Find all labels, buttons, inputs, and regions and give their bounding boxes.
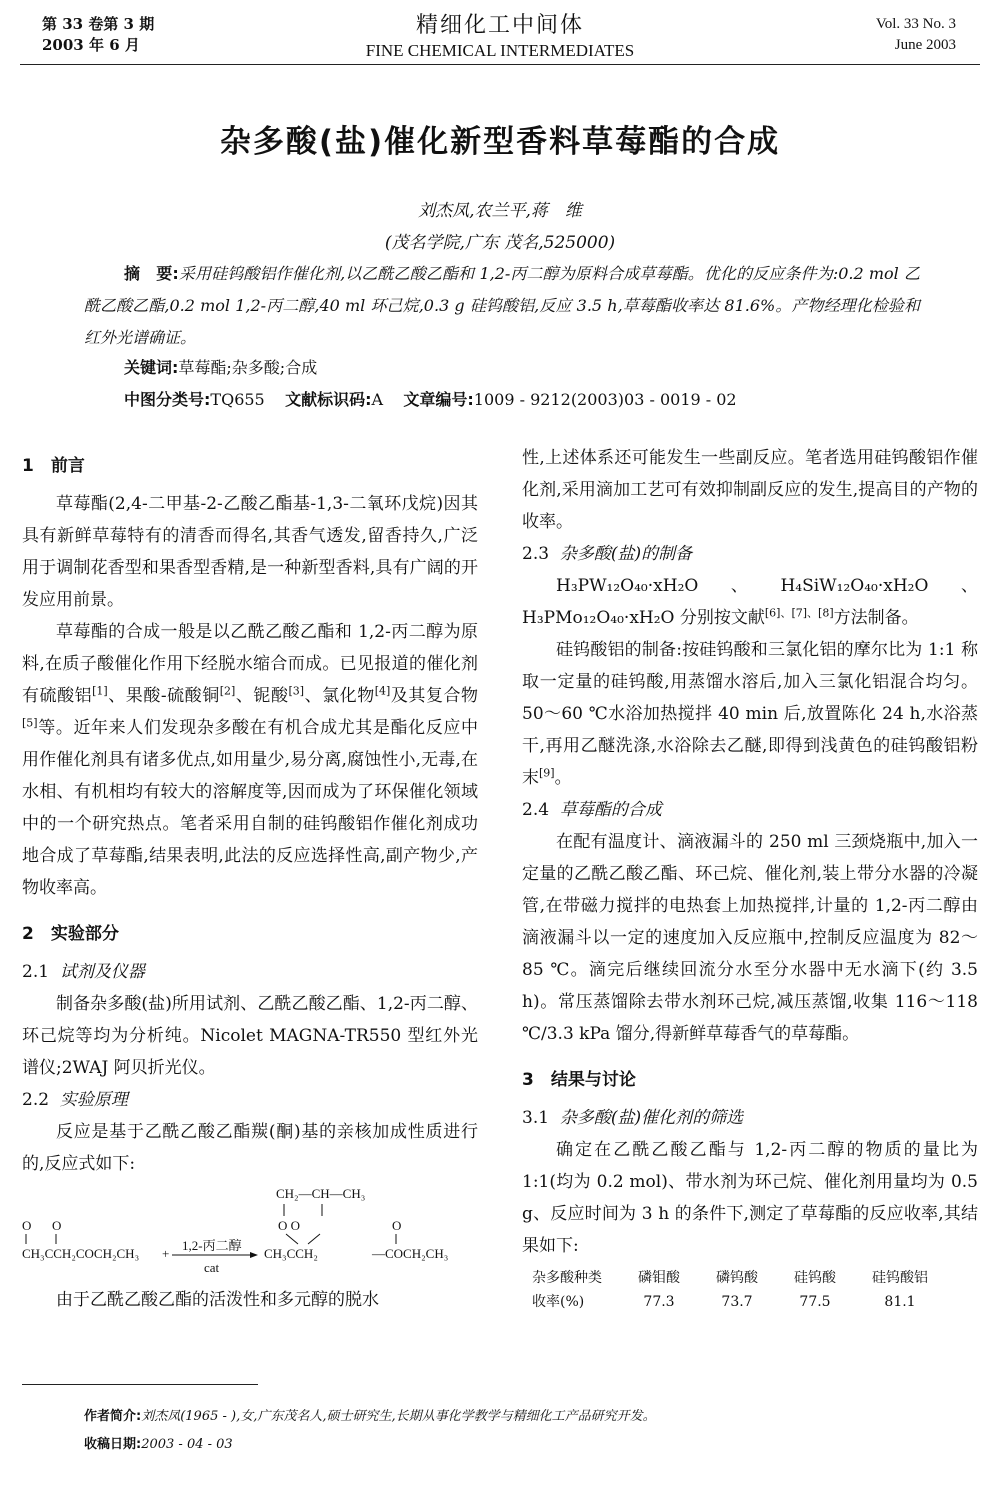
intro-p2-text-d: 、氯化物 xyxy=(304,686,375,706)
author-bio xyxy=(84,1404,964,1430)
reactant-formula: CH₃CCH₂COCH₂CH₃ xyxy=(22,1246,140,1261)
section-heading-intro: 1 前言 xyxy=(22,456,85,476)
intro-p2-text-e: 及其复合物 xyxy=(390,686,479,706)
subsection-heading-2-4 xyxy=(522,794,978,826)
issue-volume: 第 33 卷第 3 期 xyxy=(42,15,155,33)
citation: [6]、[7]、[8] xyxy=(764,606,834,620)
doc-code-label: 文献标识码: xyxy=(285,390,372,409)
citation: [3] xyxy=(288,684,305,698)
left-column xyxy=(22,442,478,1316)
received-date xyxy=(84,1432,964,1458)
header-rule xyxy=(20,64,980,65)
catalyst-prep-paragraph xyxy=(522,634,978,794)
subsection-number: 2.3 xyxy=(522,544,550,564)
article-number-value: 1009 - 9212(2003)03 - 0019 - 02 xyxy=(473,390,737,409)
formula-text: H₃PW₁₂O₄₀·xH₂O、H₄SiW₁₂O₄₀·xH₂O、H₃PMo₁₂O₄₀·xH₂O 分别按文献 xyxy=(522,576,978,628)
reagents-paragraph: 制备杂多酸(盐)所用试剂、乙酰乙酸乙酯、1,2-丙二醇、环己烷等均为分析纯。Nicolet MAGNA-TR550 型红外光谱仪;2WAJ 阿贝折光仪。 xyxy=(22,994,478,1078)
ring-bond xyxy=(308,1234,320,1244)
subsection-heading-3-1 xyxy=(522,1102,978,1134)
ring-oxygens: O O xyxy=(278,1218,301,1233)
intro-p2-text-c: 、铌酸 xyxy=(235,686,289,706)
subsection-title: 草莓酯的合成 xyxy=(559,800,662,820)
subsection-title: 试剂及仪器 xyxy=(59,962,145,982)
catalyst-prep-text: 硅钨酸铝的制备:按硅钨酸和三氯化铝的摩尔比为 1:1 称取一定量的硅钨酸,用蒸馏水溶后,加入三氯化铝混合均匀。50～60 ℃水浴加热搅拌 40 min 后,放置陈化 24 h,水浴蒸干,再用乙醚洗涤,水浴除去乙醚,即得到浅黄色的硅钨酸铝粉末 xyxy=(522,640,978,788)
footnote-rule xyxy=(22,1384,258,1385)
subsection-heading-2-2 xyxy=(22,1084,478,1116)
reactant-carbonyl-o-2: O xyxy=(52,1218,62,1233)
product-carbonyl-o: O xyxy=(392,1218,402,1233)
citation: [2] xyxy=(219,684,236,698)
abstract-text: 采用硅钨酸铝作催化剂,以乙酰乙酸乙酯和 1,2-丙二醇为原料合成草莓酯。优化的反应条件为:0.2 mol 乙酰乙酸乙酯,0.2 mol 1,2-丙二醇,40 ml 环己烷,0.3 g 硅钨酸铝,反应 3.5 h,草莓酯收率达 81.6%。产物经理化检验和红外光谱确证。 xyxy=(84,264,920,347)
reactant-carbonyl-o-1: O xyxy=(22,1218,32,1233)
table-header-cell: 磷钼酸 xyxy=(638,1270,680,1286)
principle-continued: 性,上述体系还可能发生一些副反应。笔者选用硅钨酸铝作催化剂,采用滴加工艺可有效抑制副反应的发生,提高目的产物的收率。 xyxy=(522,448,978,532)
product-tail: —COCH₂CH₃ xyxy=(372,1246,449,1261)
synthesis-paragraph: 在配有温度计、滴液漏斗的 250 ml 三颈烧瓶中,加入一定量的乙酰乙酸乙酯、环己烷、催化剂,装上带分水器的冷凝管,在带磁力搅拌的电热套上加热搅拌,计量的 1,2-丙二醇由滴液漏斗以一定的速度加入反应瓶中,控制反应温度为 82～85 ℃。滴完后继续回流分水至分水器中无水滴下(约 3.5 h)。常压蒸馏除去带水剂环己烷,减压蒸馏,收集 116～118 ℃/3.3 kPa 馏分,得新鲜草莓香气的草莓酯。 xyxy=(522,832,978,1044)
date-en: June 2003 xyxy=(894,37,956,53)
paper-title: 杂多酸(盐)催化新型香料草莓酯的合成 xyxy=(219,124,781,160)
issue-date: 2003 年 6 月 xyxy=(42,36,140,54)
reaction-arrow-head xyxy=(250,1252,258,1258)
table-cell: 77.3 xyxy=(643,1294,675,1310)
yield-table xyxy=(532,1266,946,1314)
subsection-number: 2.2 xyxy=(22,1090,50,1110)
intro-p2-text-b: 、果酸-硫酸铜 xyxy=(107,686,220,706)
table-cell: 77.5 xyxy=(799,1294,831,1310)
reaction-scheme xyxy=(22,1182,478,1278)
ring-bottom: CH₃CCH₂ xyxy=(264,1246,318,1261)
article-number-label: 文章编号: xyxy=(403,390,474,409)
section-heading-experimental: 2 实验部分 xyxy=(22,924,119,944)
formula-tail: 方法制备。 xyxy=(833,608,919,628)
table-header-cell: 硅钨酸 xyxy=(794,1270,836,1286)
table-header-cell: 磷钨酸 xyxy=(716,1270,758,1286)
catalyst-prep-end: 。 xyxy=(554,768,572,788)
reaction-condition-bottom: cat xyxy=(204,1260,220,1275)
principle-paragraph: 反应是基于乙酰乙酸乙酯羰(酮)基的亲核加成性质进行的,反应式如下: xyxy=(22,1122,478,1174)
citation: [9] xyxy=(539,766,555,780)
screening-paragraph: 确定在乙酰乙酸乙酯与 1,2-丙二醇的物质的量比为 1:1(均为 0.2 mol)、带水剂为环己烷、催化剂用量均为 0.5 g、反应时间为 3 h 的条件下,测定了草莓酯的反应收率,其结果如下: xyxy=(522,1140,978,1256)
ring-top: CH₂—CH—CH₃ xyxy=(276,1186,366,1201)
author-bio-label: 作者简介: xyxy=(84,1409,142,1424)
subsection-title: 杂多酸(盐)的制备 xyxy=(559,544,693,564)
subsection-number: 2.1 xyxy=(22,962,50,982)
keywords xyxy=(124,352,924,384)
citation: [4] xyxy=(374,684,391,698)
table-header-row xyxy=(532,1266,946,1290)
citation: [1] xyxy=(92,684,108,698)
subsection-number: 3.1 xyxy=(522,1108,550,1128)
authors: 刘杰凤,农兰平,蒋 维 xyxy=(418,201,582,221)
keywords-text: 草莓酯;杂多酸;合成 xyxy=(178,358,318,377)
intro-p2-text-a: 草莓酯的合成一般是以乙酰乙酸乙酯和 1,2-丙二醇为原料,在质子酸催化作用下经脱水缩合而成。已见报道的催化剂有硫酸铝 xyxy=(22,622,478,706)
table-cell: 81.1 xyxy=(884,1294,916,1310)
intro-paragraph-2 xyxy=(22,616,478,904)
subsection-heading-2-1 xyxy=(22,956,478,988)
abstract xyxy=(84,258,920,354)
affiliation: (茂名学院,广东 茂名,525000) xyxy=(384,233,616,253)
issue-info-en xyxy=(876,14,956,56)
table-row xyxy=(532,1290,946,1314)
table-cell: 73.7 xyxy=(721,1294,753,1310)
section-heading-results: 3 结果与讨论 xyxy=(522,1070,636,1090)
reaction-plus: + xyxy=(162,1246,170,1261)
subsection-number: 2.4 xyxy=(522,800,550,820)
doc-code-value: A xyxy=(371,390,384,409)
clc-value: TQ655 xyxy=(210,390,265,409)
keywords-label: 关键词: xyxy=(124,358,179,377)
classification xyxy=(124,384,924,416)
subsection-title: 杂多酸(盐)催化剂的筛选 xyxy=(559,1108,744,1128)
right-column xyxy=(522,442,978,1314)
journal-name-en: FINE CHEMICAL INTERMEDIATES xyxy=(365,41,635,60)
intro-paragraph-1: 草莓酯(2,4-二甲基-2-乙酸乙酯基-1,3-二氧环戊烷)因其具有新鲜草莓特有的清香而得名,其香气透发,留香持久,广泛用于调制花香型和果香型香精,是一种新型香料,具有广阔的开发应用前景。 xyxy=(22,494,478,610)
volume-en: Vol. 33 No. 3 xyxy=(875,16,956,32)
journal-name xyxy=(0,8,1000,61)
received-date-label: 收稿日期: xyxy=(84,1437,142,1452)
heteropoly-formulas xyxy=(522,570,978,634)
principle-paragraph-2: 由于乙酰乙酸乙酯的活泼性和多元醇的脱水 xyxy=(56,1290,379,1310)
journal-name-cn: 精细化工中间体 xyxy=(415,13,584,38)
reaction-condition-top: 1,2-丙二醇 xyxy=(182,1238,242,1253)
author-bio-text: 刘杰凤(1965 - ),女,广东茂名人,硕士研究生,长期从事化学教学与精细化工产品研究开发。 xyxy=(141,1409,656,1424)
table-row-label: 收率(%) xyxy=(532,1294,585,1310)
clc-label: 中图分类号: xyxy=(124,390,211,409)
subsection-title: 实验原理 xyxy=(59,1090,128,1110)
intro-p2-text-f: 等。近年来人们发现杂多酸在有机合成尤其是酯化反应中用作催化剂具有诸多优点,如用量少,易分离,腐蚀性小,无毒,在水相、有机相均有较大的溶解度等,因而成为了环保催化领域中的一个研究热点。笔者采用自制的硅钨酸铝作催化剂成功地合成了草莓酯,结果表明,此法的反应选择性高,副产物少,产物收率高。 xyxy=(22,718,478,898)
subsection-heading-2-3 xyxy=(522,538,978,570)
table-header-cell: 杂多酸种类 xyxy=(532,1270,602,1286)
citation: [5] xyxy=(22,716,38,730)
received-date-text: 2003 - 04 - 03 xyxy=(141,1437,233,1452)
abstract-label: 摘 要: xyxy=(124,264,179,283)
table-header-cell: 硅钨酸铝 xyxy=(872,1270,928,1286)
ring-bond xyxy=(286,1234,298,1244)
